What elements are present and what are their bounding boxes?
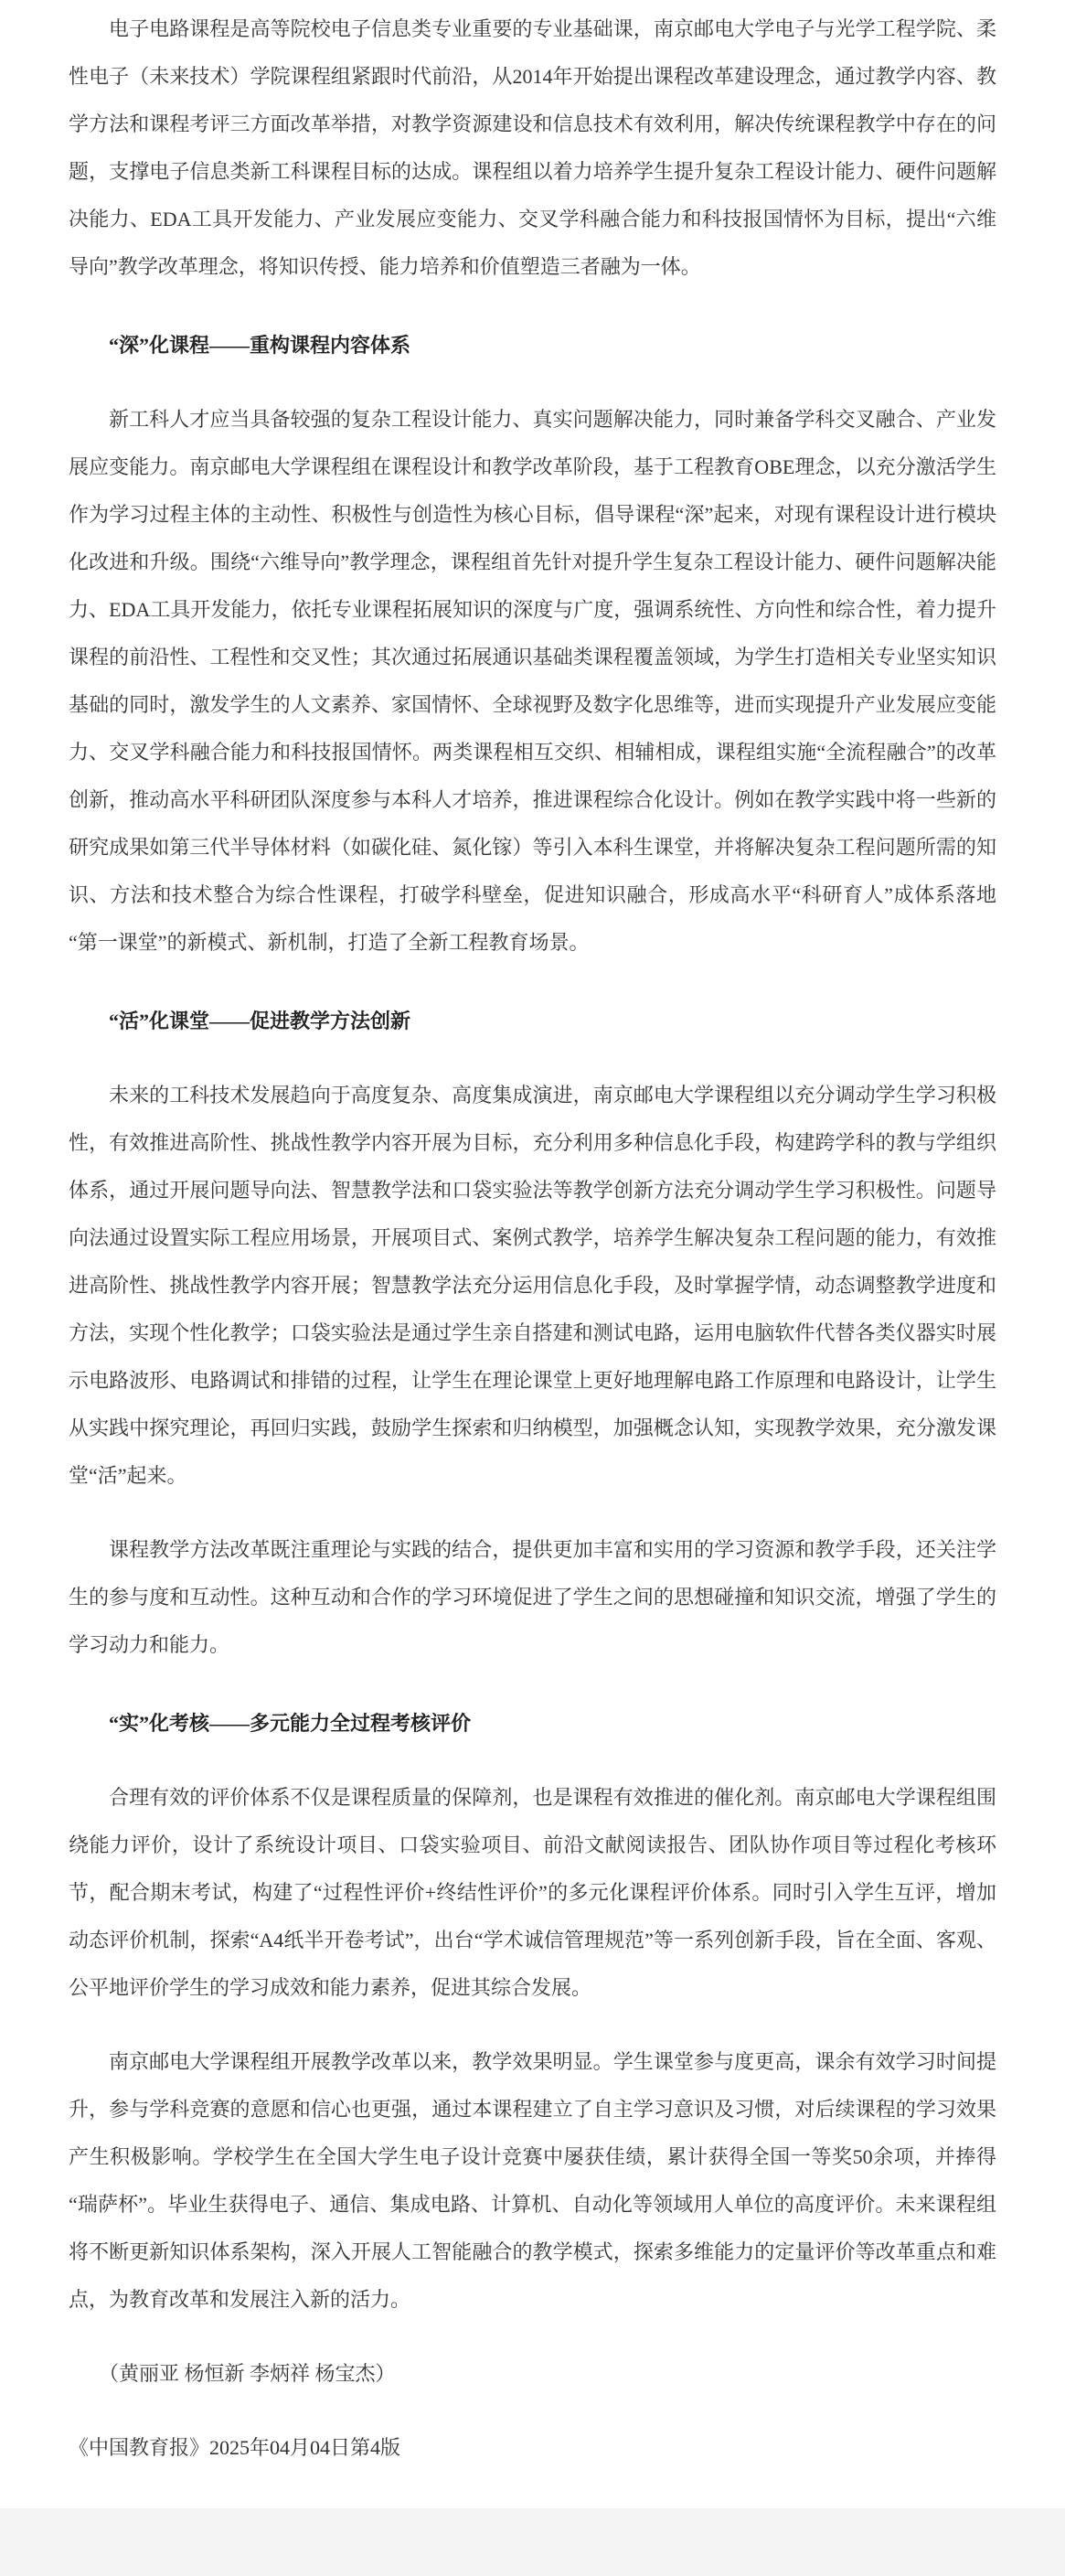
- publication-source-line: 《中国教育报》2025年04月04日第4版: [69, 2436, 401, 2459]
- paragraph-active-classroom: 未来的工科技术发展趋向于高度复杂、高度集成演进，南京邮电大学课程组以充分调动学生学习积极性，有效推进高阶性、挑战性教学内容开展为目标，充分利用多种信息化手段，构建跨学科的教与学组织体系，通过开展问题导向法、智慧教学法和口袋实验法等教学创新方法充分调动学生学习积极性。问题导向法通过设置实际工程应用场景，开展项目式、案例式教学，培养学生解决复杂工程问题的能力，有效推进高阶性、挑战性教学内容开展；智慧教学法充分运用信息化手段，及时掌握学情，动态调整教学进度和方法，实现个性化教学；口袋实验法是通过学生亲自搭建和测试电路，运用电脑软件代替各类仪器实时展示电路波形、电路调试和排错的过程，让学生在理论课堂上更好地理解电路工作原理和电路设计，让学生从实践中探究理论，再回归实践，鼓励学生探索和归纳模型，加强概念认知，实现教学效果，充分激发课堂“活”起来。: [69, 1084, 996, 1487]
- paragraph-intro: 电子电路课程是高等院校电子信息类专业重要的专业基础课，南京邮电大学电子与光学工程学院、柔性电子（未来技术）学院课程组紧跟时代前沿，从2014年开始提出课程改革建设理念，通过教学内容、教学方法和课程考评三方面改革举措，对教学资源建设和信息技术有效利用，解决传统课程教学中存在的问题，支撑电子信息类新工科课程目标的达成。课程组以着力培养学生提升复杂工程设计能力、硬件问题解决能力、EDA工具开发能力、产业发展应变能力、交叉学科融合能力和科技报国情怀为目标，提出“六维导向”教学改革理念，将知识传授、能力培养和价值塑造三者融为一体。: [69, 17, 996, 278]
- paragraph-deep-curriculum: 新工科人才应当具备较强的复杂工程设计能力、真实问题解决能力，同时兼备学科交叉融合、产业发展应变能力。南京邮电大学课程组在课程设计和教学改革阶段，基于工程教育OBE理念，以充分激活学生作为学习过程主体的主动性、积极性与创造性为核心目标，倡导课程“深”起来，对现有课程设计进行模块化改进和升级。围绕“六维导向”教学理念，课程组首先针对提升学生复杂工程设计能力、硬件问题解决能力、EDA工具开发能力，依托专业课程拓展知识的深度与广度，强调系统性、方向性和综合性，着力提升课程的前沿性、工程性和交叉性；其次通过拓展通识基础类课程覆盖领域，为学生打造相关专业坚实知识基础的同时，激发学生的人文素养、家国情怀、全球视野及数字化思维等，进而实现提升产业发展应变能力、交叉学科融合能力和科技报国情怀。两类课程相互交织、相辅相成，课程组实施“全流程融合”的改革创新，推动高水平科研团队深度参与本科人才培养，推进课程综合化设计。例如在教学实践中将一些新的研究成果如第三代半导体材料（如碳化硅、氮化镓）等引入本科生课堂，并将解决复杂工程问题所需的知识、方法和技术整合为综合性课程，打破学科壁垒，促进知识融合，形成高水平“科研育人”成体系落地“第一课堂”的新模式、新机制，打造了全新工程教育场景。: [69, 408, 996, 954]
- section-heading-active-classroom: “活”化课堂——促进教学方法创新: [109, 1010, 411, 1032]
- paragraph-teaching-reform-benefits: 课程教学方法改革既注重理论与实践的结合，提供更加丰富和实用的学习资源和教学手段，还关注学生的参与度和互动性。这种互动和合作的学习环境促进了学生之间的思想碰撞和知识交流，增强了学生的学习动力和能力。: [69, 1538, 996, 1656]
- section-heading-deep-curriculum: “深”化课程——重构课程内容体系: [109, 334, 411, 357]
- footer-band: [0, 2508, 1065, 2576]
- paragraph-assessment-system: 合理有效的评价体系不仅是课程质量的保障剂，也是课程有效推进的催化剂。南京邮电大学课程组围绕能力评价，设计了系统设计项目、口袋实验项目、前沿文献阅读报告、团队协作项目等过程化考核环节，配合期末考试，构建了“过程性评价+终结性评价”的多元化课程评价体系。同时引入学生互评，增加动态评价机制，探索“A4纸半开卷考试”，出台“学术诚信管理规范”等一系列创新手段，旨在全面、客观、公平地评价学生的学习成效和能力素养，促进其综合发展。: [69, 1786, 996, 1999]
- paragraph-reform-results: 南京邮电大学课程组开展教学改革以来，教学效果明显。学生课堂参与度更高，课余有效学习时间提升，参与学科竞赛的意愿和信心也更强，通过本课程建立了自主学习意识及习惯，对后续课程的学习效果产生积极影响。学校学生在全国大学生电子设计竞赛中屡获佳绩，累计获得全国一等奖50余项，并捧得“瑞萨杯”。毕业生获得电子、通信、集成电路、计算机、自动化等领域用人单位的高度评价。未来课程组将不断更新知识体系架构，深入开展人工智能融合的教学模式，探索多维能力的定量评价等改革重点和难点，为教育改革和发展注入新的活力。: [69, 2050, 996, 2311]
- section-heading-practical-assessment: “实”化考核——多元能力全过程考核评价: [109, 1712, 472, 1735]
- article-body: [69, 5, 996, 2472]
- authors-line: （黄丽亚 杨恒新 李炳祥 杨宝杰）: [99, 2362, 396, 2385]
